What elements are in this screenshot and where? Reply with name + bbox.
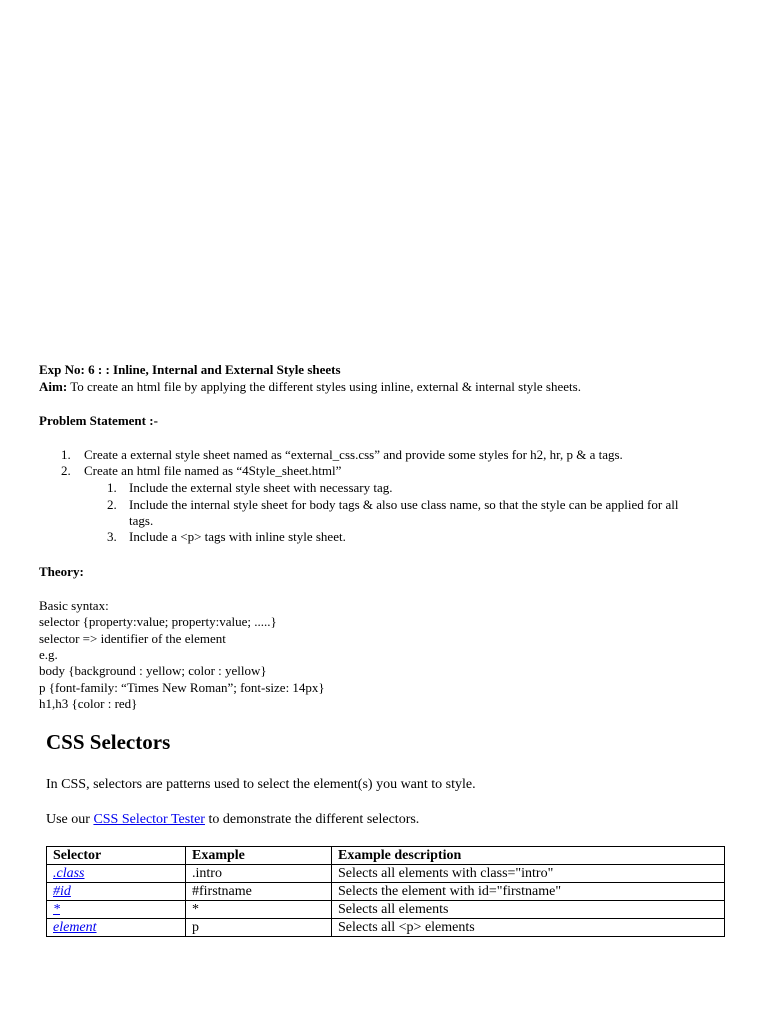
list-item: Create an html file named as “4Style_sheet.html” — [84, 463, 342, 478]
theory-line: body {background : yellow; color : yellow} — [39, 663, 267, 678]
theory-line: selector => identifier of the element — [39, 631, 226, 646]
sub-list-item-number: 2. — [107, 497, 117, 512]
aim-line — [39, 379, 581, 395]
table-cell: Selects all elements — [332, 901, 725, 919]
theory-line: e.g. — [39, 647, 58, 662]
sub-list-item-continuation: tags. — [129, 513, 154, 528]
table-row — [47, 865, 725, 883]
list-item-number: 2. — [61, 463, 71, 478]
selector-link[interactable]: #id — [53, 883, 71, 899]
table-cell: Selects all elements with class="intro" — [332, 865, 725, 883]
sub-list-item-number: 3. — [107, 529, 117, 544]
sub-list-item-number: 1. — [107, 480, 117, 495]
aim-label: Aim: — [39, 379, 68, 394]
experiment-title: Exp No: 6 : : Inline, Internal and External Style sheets — [39, 362, 341, 377]
column-header: Selector — [47, 847, 186, 865]
table-cell: p — [186, 919, 332, 937]
selector-link[interactable]: element — [53, 919, 97, 935]
table-cell: * — [186, 901, 332, 919]
css-selectors-heading: CSS Selectors — [46, 730, 171, 754]
selector-link[interactable]: * — [53, 901, 60, 917]
css-selector-tester-link[interactable]: CSS Selector Tester — [93, 812, 205, 827]
use-suffix: to demonstrate the different selectors. — [204, 812, 420, 827]
column-header: Example — [186, 847, 332, 865]
css-intro-paragraph: In CSS, selectors are patterns used to select the element(s) you want to style. — [46, 777, 476, 792]
theory-line: Basic syntax: — [39, 598, 109, 613]
theory-line: p {font-family: “Times New Roman”; font-size: 14px} — [39, 680, 325, 695]
table-cell: .intro — [186, 865, 332, 883]
table-cell: Selects the element with id="firstname" — [332, 883, 725, 901]
sub-list-item: Include a <p> tags with inline style sheet. — [129, 529, 346, 544]
theory-line: h1,h3 {color : red} — [39, 696, 138, 711]
selector-link[interactable]: .class — [53, 865, 85, 881]
table-row — [47, 901, 725, 919]
use-prefix: Use our — [46, 812, 94, 827]
column-header: Example description — [332, 847, 725, 865]
problem-heading: Problem Statement :- — [39, 413, 158, 428]
table-row — [47, 919, 725, 937]
sub-list-item: Include the internal style sheet for body tags & also use class name, so that the style can be applied for all — [129, 497, 679, 512]
list-item-number: 1. — [61, 447, 71, 462]
theory-heading: Theory: — [39, 564, 84, 579]
table-row — [47, 883, 725, 901]
list-item: Create a external style sheet named as “external_css.css” and provide some styles for h2, hr, p & a tags. — [84, 447, 623, 462]
aim-text: To create an html file by applying the different styles using inline, external & internal style sheets. — [70, 379, 581, 394]
table-cell: Selects all <p> elements — [332, 919, 725, 937]
selector-tester-paragraph — [46, 811, 419, 829]
selectors-table — [46, 846, 725, 937]
sub-list-item: Include the external style sheet with necessary tag. — [129, 480, 393, 495]
table-header-row — [47, 847, 725, 865]
table-cell: #firstname — [186, 883, 332, 901]
theory-line: selector {property:value; property:value; .....} — [39, 614, 277, 629]
